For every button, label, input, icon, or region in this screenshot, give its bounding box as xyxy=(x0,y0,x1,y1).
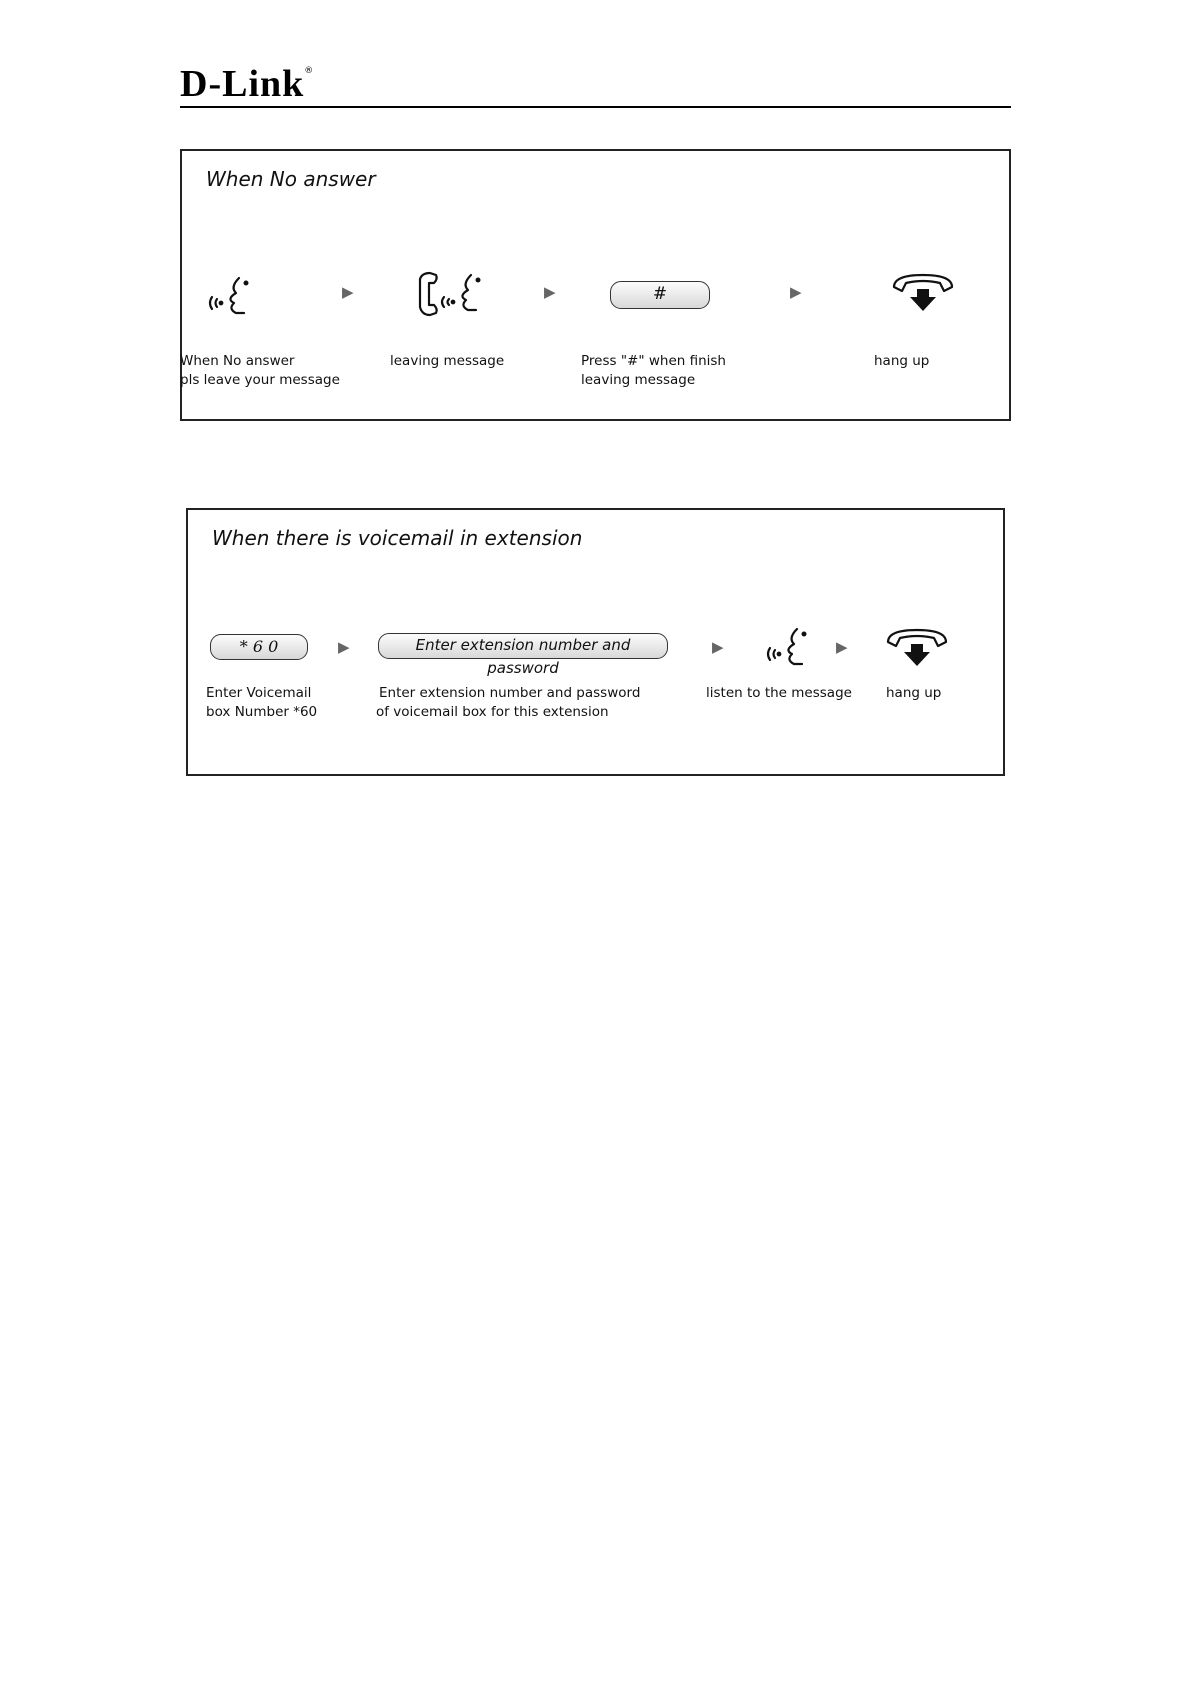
handset-speaking-icon xyxy=(416,269,486,321)
flow-arrow: ▶ xyxy=(836,638,848,656)
star-60-key: * 6 0 xyxy=(210,634,308,660)
panel-title: When No answer xyxy=(206,167,376,191)
flow-arrow: ▶ xyxy=(790,283,802,301)
step-caption: Enter Voicemail box Number *60 xyxy=(206,685,318,720)
flow-arrow: ▶ xyxy=(342,283,354,301)
step-caption: Enter extension number and password of voicemail box for this extension xyxy=(376,685,641,720)
panel-voicemail-in-extension xyxy=(186,508,1005,776)
header-rule xyxy=(180,106,1011,108)
flow-arrow: ▶ xyxy=(712,638,724,656)
voice-prompt-icon xyxy=(764,624,814,670)
step-caption: Press "#" when finish leaving message xyxy=(581,353,726,388)
step-caption: hang up xyxy=(886,685,942,701)
hash-key: # xyxy=(610,281,710,309)
hang-up-icon xyxy=(884,624,950,670)
step-caption: listen to the message xyxy=(706,685,852,701)
panel-title: When there is voicemail in extension xyxy=(212,526,583,550)
flow-arrow: ▶ xyxy=(544,283,556,301)
entry-field: Enter extension number and password xyxy=(378,633,668,659)
step-caption: hang up xyxy=(874,353,930,369)
step-caption: When No answer pls leave your message xyxy=(180,353,340,388)
hang-up-icon xyxy=(890,269,956,315)
flow-arrow: ▶ xyxy=(338,638,350,656)
step-caption: leaving message xyxy=(390,353,505,369)
dlink-logo: D-Link® xyxy=(180,63,315,105)
panel-no-answer xyxy=(180,149,1011,421)
voice-prompt-icon xyxy=(206,273,256,319)
